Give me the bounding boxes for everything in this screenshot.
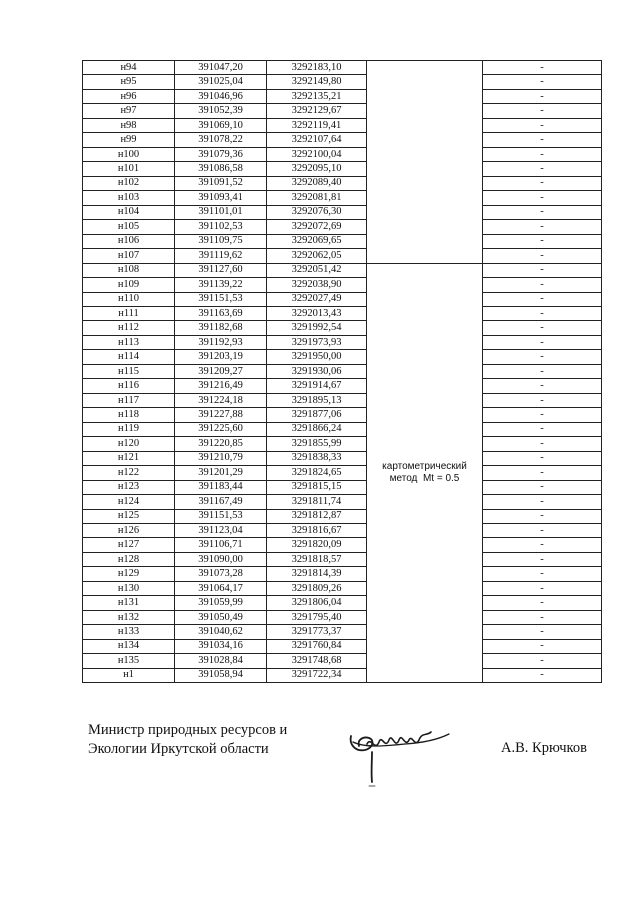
precision-cell: - bbox=[483, 306, 602, 320]
precision-cell: - bbox=[483, 639, 602, 653]
table-row bbox=[83, 278, 602, 292]
precision-cell: - bbox=[483, 104, 602, 118]
point-name-cell: н132 bbox=[83, 610, 175, 624]
coordinates-table-body bbox=[83, 61, 602, 683]
precision-cell: - bbox=[483, 509, 602, 523]
precision-cell: - bbox=[483, 567, 602, 581]
point-name-cell: н120 bbox=[83, 437, 175, 451]
point-name-cell: н98 bbox=[83, 118, 175, 132]
point-name-cell: н101 bbox=[83, 162, 175, 176]
point-name-cell: н100 bbox=[83, 147, 175, 161]
table-row bbox=[83, 393, 602, 407]
x-coordinate-cell: 391183,44 bbox=[175, 480, 267, 494]
y-coordinate-cell: 3291824,65 bbox=[267, 466, 367, 480]
table-row bbox=[83, 466, 602, 480]
point-name-cell: н121 bbox=[83, 451, 175, 465]
precision-cell: - bbox=[483, 263, 602, 277]
point-name-cell: н113 bbox=[83, 335, 175, 349]
y-coordinate-cell: 3292081,81 bbox=[267, 191, 367, 205]
y-coordinate-cell: 3292119,41 bbox=[267, 118, 367, 132]
precision-cell: - bbox=[483, 364, 602, 378]
precision-cell: - bbox=[483, 451, 602, 465]
precision-cell: - bbox=[483, 147, 602, 161]
precision-cell: - bbox=[483, 524, 602, 538]
x-coordinate-cell: 391064,17 bbox=[175, 581, 267, 595]
table-row bbox=[83, 205, 602, 219]
method-cell bbox=[367, 263, 483, 683]
x-coordinate-cell: 391090,00 bbox=[175, 552, 267, 566]
x-coordinate-cell: 391182,68 bbox=[175, 321, 267, 335]
x-coordinate-cell: 391106,71 bbox=[175, 538, 267, 552]
point-name-cell: н118 bbox=[83, 408, 175, 422]
table-row bbox=[83, 104, 602, 118]
precision-cell: - bbox=[483, 668, 602, 682]
precision-cell: - bbox=[483, 118, 602, 132]
point-name-cell: н96 bbox=[83, 89, 175, 103]
table-row bbox=[83, 133, 602, 147]
table-row bbox=[83, 408, 602, 422]
point-name-cell: н109 bbox=[83, 278, 175, 292]
point-name-cell: н130 bbox=[83, 581, 175, 595]
y-coordinate-cell: 3291811,74 bbox=[267, 495, 367, 509]
y-coordinate-cell: 3291855,99 bbox=[267, 437, 367, 451]
point-name-cell: н111 bbox=[83, 306, 175, 320]
y-coordinate-cell: 3292027,49 bbox=[267, 292, 367, 306]
table-row bbox=[83, 552, 602, 566]
point-name-cell: н103 bbox=[83, 191, 175, 205]
x-coordinate-cell: 391224,18 bbox=[175, 393, 267, 407]
x-coordinate-cell: 391209,27 bbox=[175, 364, 267, 378]
point-name-cell: н107 bbox=[83, 249, 175, 263]
x-coordinate-cell: 391151,53 bbox=[175, 509, 267, 523]
precision-cell: - bbox=[483, 220, 602, 234]
y-coordinate-cell: 3292038,90 bbox=[267, 278, 367, 292]
table-row bbox=[83, 524, 602, 538]
method-line-1: картометрический bbox=[382, 460, 467, 472]
table-row bbox=[83, 61, 602, 75]
point-name-cell: н99 bbox=[83, 133, 175, 147]
x-coordinate-cell: 391101,01 bbox=[175, 205, 267, 219]
precision-cell: - bbox=[483, 191, 602, 205]
x-coordinate-cell: 391127,60 bbox=[175, 263, 267, 277]
point-name-cell: н115 bbox=[83, 364, 175, 378]
point-name-cell: н126 bbox=[83, 524, 175, 538]
x-coordinate-cell: 391093,41 bbox=[175, 191, 267, 205]
point-name-cell: н97 bbox=[83, 104, 175, 118]
x-coordinate-cell: 391109,75 bbox=[175, 234, 267, 248]
y-coordinate-cell: 3292135,21 bbox=[267, 89, 367, 103]
point-name-cell: н134 bbox=[83, 639, 175, 653]
table-row bbox=[83, 567, 602, 581]
table-row bbox=[83, 422, 602, 436]
point-name-cell: н128 bbox=[83, 552, 175, 566]
x-coordinate-cell: 391028,84 bbox=[175, 654, 267, 668]
handwritten-signature bbox=[345, 722, 460, 792]
precision-cell: - bbox=[483, 278, 602, 292]
table-row bbox=[83, 654, 602, 668]
precision-cell: - bbox=[483, 552, 602, 566]
precision-cell: - bbox=[483, 610, 602, 624]
y-coordinate-cell: 3291816,67 bbox=[267, 524, 367, 538]
precision-cell: - bbox=[483, 393, 602, 407]
table-row bbox=[83, 364, 602, 378]
point-name-cell: н104 bbox=[83, 205, 175, 219]
point-name-cell: н131 bbox=[83, 596, 175, 610]
table-row bbox=[83, 234, 602, 248]
x-coordinate-cell: 391050,49 bbox=[175, 610, 267, 624]
x-coordinate-cell: 391079,36 bbox=[175, 147, 267, 161]
point-name-cell: н1 bbox=[83, 668, 175, 682]
table-row bbox=[83, 581, 602, 595]
precision-cell: - bbox=[483, 625, 602, 639]
y-coordinate-cell: 3291814,39 bbox=[267, 567, 367, 581]
table-row bbox=[83, 292, 602, 306]
point-name-cell: н135 bbox=[83, 654, 175, 668]
point-name-cell: н127 bbox=[83, 538, 175, 552]
y-coordinate-cell: 3291820,09 bbox=[267, 538, 367, 552]
table-row bbox=[83, 191, 602, 205]
point-name-cell: н110 bbox=[83, 292, 175, 306]
precision-cell: - bbox=[483, 538, 602, 552]
x-coordinate-cell: 391203,19 bbox=[175, 350, 267, 364]
method-line-2: метод Mt = 0.5 bbox=[389, 472, 460, 484]
precision-cell: - bbox=[483, 495, 602, 509]
table-row bbox=[83, 89, 602, 103]
table-row bbox=[83, 118, 602, 132]
y-coordinate-cell: 3292062,05 bbox=[267, 249, 367, 263]
point-name-cell: н102 bbox=[83, 176, 175, 190]
y-coordinate-cell: 3292149,80 bbox=[267, 75, 367, 89]
table-row bbox=[83, 220, 602, 234]
x-coordinate-cell: 391086,58 bbox=[175, 162, 267, 176]
y-coordinate-cell: 3292076,30 bbox=[267, 205, 367, 219]
x-coordinate-cell: 391058,94 bbox=[175, 668, 267, 682]
y-coordinate-cell: 3291815,15 bbox=[267, 480, 367, 494]
y-coordinate-cell: 3292183,10 bbox=[267, 61, 367, 75]
table-row bbox=[83, 480, 602, 494]
y-coordinate-cell: 3291795,40 bbox=[267, 610, 367, 624]
y-coordinate-cell: 3291866,24 bbox=[267, 422, 367, 436]
point-name-cell: н95 bbox=[83, 75, 175, 89]
precision-cell: - bbox=[483, 162, 602, 176]
precision-cell: - bbox=[483, 422, 602, 436]
precision-cell: - bbox=[483, 581, 602, 595]
precision-cell: - bbox=[483, 437, 602, 451]
y-coordinate-cell: 3291877,06 bbox=[267, 408, 367, 422]
y-coordinate-cell: 3291914,67 bbox=[267, 379, 367, 393]
precision-cell: - bbox=[483, 321, 602, 335]
table-row bbox=[83, 610, 602, 624]
x-coordinate-cell: 391167,49 bbox=[175, 495, 267, 509]
y-coordinate-cell: 3291722,34 bbox=[267, 668, 367, 682]
table-row bbox=[83, 639, 602, 653]
x-coordinate-cell: 391078,22 bbox=[175, 133, 267, 147]
table-row bbox=[83, 437, 602, 451]
precision-cell: - bbox=[483, 408, 602, 422]
table-row bbox=[83, 176, 602, 190]
table-row bbox=[83, 668, 602, 682]
official-position-line-2: Экологии Иркутской области bbox=[88, 741, 269, 757]
table-row bbox=[83, 162, 602, 176]
y-coordinate-cell: 3291812,87 bbox=[267, 509, 367, 523]
x-coordinate-cell: 391040,62 bbox=[175, 625, 267, 639]
precision-cell: - bbox=[483, 292, 602, 306]
point-name-cell: н116 bbox=[83, 379, 175, 393]
precision-cell: - bbox=[483, 379, 602, 393]
x-coordinate-cell: 391151,53 bbox=[175, 292, 267, 306]
precision-cell: - bbox=[483, 75, 602, 89]
y-coordinate-cell: 3292051,42 bbox=[267, 263, 367, 277]
y-coordinate-cell: 3291818,57 bbox=[267, 552, 367, 566]
precision-cell: - bbox=[483, 480, 602, 494]
precision-cell: - bbox=[483, 249, 602, 263]
table-row bbox=[83, 350, 602, 364]
precision-cell: - bbox=[483, 89, 602, 103]
official-position-line-1: Министр природных ресурсов и bbox=[88, 722, 288, 738]
x-coordinate-cell: 391192,93 bbox=[175, 335, 267, 349]
y-coordinate-cell: 3292013,43 bbox=[267, 306, 367, 320]
table-row bbox=[83, 495, 602, 509]
x-coordinate-cell: 391225,60 bbox=[175, 422, 267, 436]
x-coordinate-cell: 391091,52 bbox=[175, 176, 267, 190]
y-coordinate-cell: 3291809,26 bbox=[267, 581, 367, 595]
table-row bbox=[83, 249, 602, 263]
point-name-cell: н129 bbox=[83, 567, 175, 581]
x-coordinate-cell: 391123,04 bbox=[175, 524, 267, 538]
table-row bbox=[83, 451, 602, 465]
y-coordinate-cell: 3292069,65 bbox=[267, 234, 367, 248]
y-coordinate-cell: 3291992,54 bbox=[267, 321, 367, 335]
x-coordinate-cell: 391220,85 bbox=[175, 437, 267, 451]
x-coordinate-cell: 391119,62 bbox=[175, 249, 267, 263]
table-row bbox=[83, 306, 602, 320]
table-row bbox=[83, 509, 602, 523]
y-coordinate-cell: 3291973,93 bbox=[267, 335, 367, 349]
table-row bbox=[83, 379, 602, 393]
table-row bbox=[83, 335, 602, 349]
y-coordinate-cell: 3291950,00 bbox=[267, 350, 367, 364]
signer-name: А.В. Крючков bbox=[501, 740, 587, 756]
table-row bbox=[83, 596, 602, 610]
x-coordinate-cell: 391201,29 bbox=[175, 466, 267, 480]
x-coordinate-cell: 391025,04 bbox=[175, 75, 267, 89]
x-coordinate-cell: 391046,96 bbox=[175, 89, 267, 103]
precision-cell: - bbox=[483, 176, 602, 190]
table-row bbox=[83, 321, 602, 335]
x-coordinate-cell: 391102,53 bbox=[175, 220, 267, 234]
point-name-cell: н133 bbox=[83, 625, 175, 639]
precision-cell: - bbox=[483, 61, 602, 75]
x-coordinate-cell: 391073,28 bbox=[175, 567, 267, 581]
table-row bbox=[83, 147, 602, 161]
table-row bbox=[83, 263, 602, 277]
table-row bbox=[83, 538, 602, 552]
y-coordinate-cell: 3292095,10 bbox=[267, 162, 367, 176]
x-coordinate-cell: 391163,69 bbox=[175, 306, 267, 320]
x-coordinate-cell: 391047,20 bbox=[175, 61, 267, 75]
coordinates-table bbox=[82, 60, 602, 683]
x-coordinate-cell: 391069,10 bbox=[175, 118, 267, 132]
x-coordinate-cell: 391139,22 bbox=[175, 278, 267, 292]
y-coordinate-cell: 3291748,68 bbox=[267, 654, 367, 668]
precision-cell: - bbox=[483, 205, 602, 219]
point-name-cell: н125 bbox=[83, 509, 175, 523]
y-coordinate-cell: 3292089,40 bbox=[267, 176, 367, 190]
y-coordinate-cell: 3292100,04 bbox=[267, 147, 367, 161]
point-name-cell: н119 bbox=[83, 422, 175, 436]
x-coordinate-cell: 391227,88 bbox=[175, 408, 267, 422]
y-coordinate-cell: 3292072,69 bbox=[267, 220, 367, 234]
x-coordinate-cell: 391052,39 bbox=[175, 104, 267, 118]
x-coordinate-cell: 391210,79 bbox=[175, 451, 267, 465]
precision-cell: - bbox=[483, 133, 602, 147]
x-coordinate-cell: 391034,16 bbox=[175, 639, 267, 653]
y-coordinate-cell: 3291806,04 bbox=[267, 596, 367, 610]
y-coordinate-cell: 3292129,67 bbox=[267, 104, 367, 118]
y-coordinate-cell: 3291838,33 bbox=[267, 451, 367, 465]
method-cell-empty bbox=[367, 61, 483, 264]
precision-cell: - bbox=[483, 350, 602, 364]
precision-cell: - bbox=[483, 335, 602, 349]
precision-cell: - bbox=[483, 596, 602, 610]
y-coordinate-cell: 3291760,84 bbox=[267, 639, 367, 653]
point-name-cell: н94 bbox=[83, 61, 175, 75]
point-name-cell: н108 bbox=[83, 263, 175, 277]
table-row bbox=[83, 75, 602, 89]
y-coordinate-cell: 3291930,06 bbox=[267, 364, 367, 378]
point-name-cell: н123 bbox=[83, 480, 175, 494]
point-name-cell: н105 bbox=[83, 220, 175, 234]
x-coordinate-cell: 391216,49 bbox=[175, 379, 267, 393]
table-row bbox=[83, 625, 602, 639]
y-coordinate-cell: 3291895,13 bbox=[267, 393, 367, 407]
point-name-cell: н112 bbox=[83, 321, 175, 335]
y-coordinate-cell: 3291773,37 bbox=[267, 625, 367, 639]
point-name-cell: н114 bbox=[83, 350, 175, 364]
x-coordinate-cell: 391059,99 bbox=[175, 596, 267, 610]
point-name-cell: н122 bbox=[83, 466, 175, 480]
precision-cell: - bbox=[483, 234, 602, 248]
point-name-cell: н117 bbox=[83, 393, 175, 407]
precision-cell: - bbox=[483, 466, 602, 480]
point-name-cell: н124 bbox=[83, 495, 175, 509]
y-coordinate-cell: 3292107,64 bbox=[267, 133, 367, 147]
point-name-cell: н106 bbox=[83, 234, 175, 248]
precision-cell: - bbox=[483, 654, 602, 668]
